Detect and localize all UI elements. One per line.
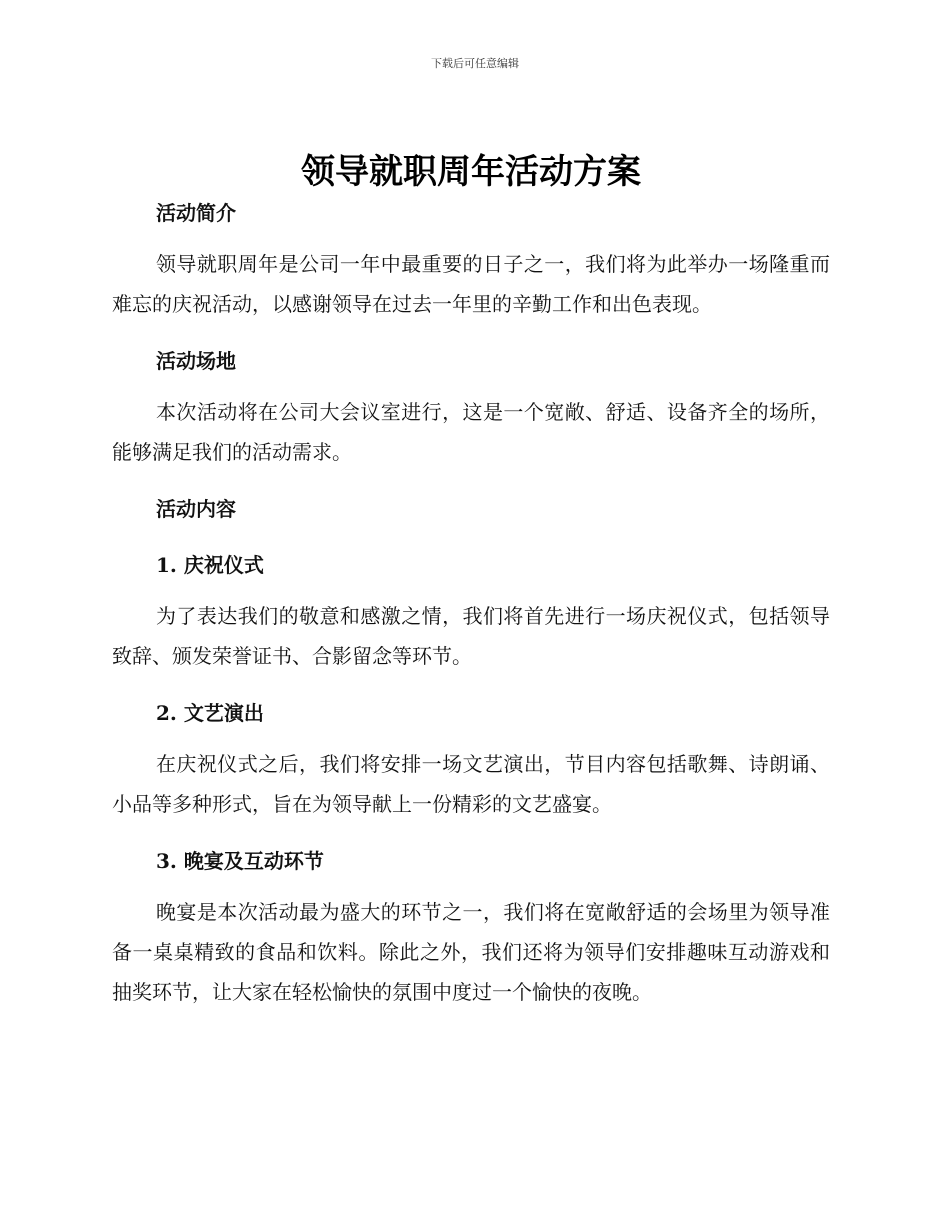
- document-title: 领导就职周年活动方案: [301, 152, 641, 192]
- heading-performance: 2. 文艺演出: [156, 701, 264, 725]
- heading-banquet: 3. 晚宴及互动环节: [156, 849, 324, 873]
- paragraph-performance: 在庆祝仪式之后，我们将安排一场文艺演出，节目内容包括歌舞、诗朗诵、小品等多种形式，旨在为领导献上一份精彩的文艺盛宴。: [112, 752, 830, 816]
- paragraph-venue: 本次活动将在公司大会议室进行，这是一个宽敞、舒适、设备齐全的场所，能够满足我们的活动需求。: [112, 400, 830, 464]
- heading-ceremony: 1. 庆祝仪式: [156, 553, 264, 577]
- header-note: 下载后可任意编辑: [431, 57, 519, 70]
- paragraph-ceremony: 为了表达我们的敬意和感激之情，我们将首先进行一场庆祝仪式，包括领导致辞、颁发荣誉证书、合影留念等环节。: [112, 604, 830, 668]
- heading-venue: 活动场地: [156, 349, 236, 373]
- paragraph-banquet: 晚宴是本次活动最为盛大的环节之一，我们将在宽敞舒适的会场里为领导准备一桌桌精致的食品和饮料。除此之外，我们还将为领导们安排趣味互动游戏和抽奖环节，让大家在轻松愉快的氛围中度过一个愉快的夜晚。: [112, 900, 830, 1004]
- paragraph-intro: 领导就职周年是公司一年中最重要的日子之一，我们将为此举办一场隆重而难忘的庆祝活动，以感谢领导在过去一年里的辛勤工作和出色表现。: [112, 252, 830, 316]
- heading-intro: 活动简介: [156, 201, 236, 225]
- heading-content: 活动内容: [156, 497, 236, 521]
